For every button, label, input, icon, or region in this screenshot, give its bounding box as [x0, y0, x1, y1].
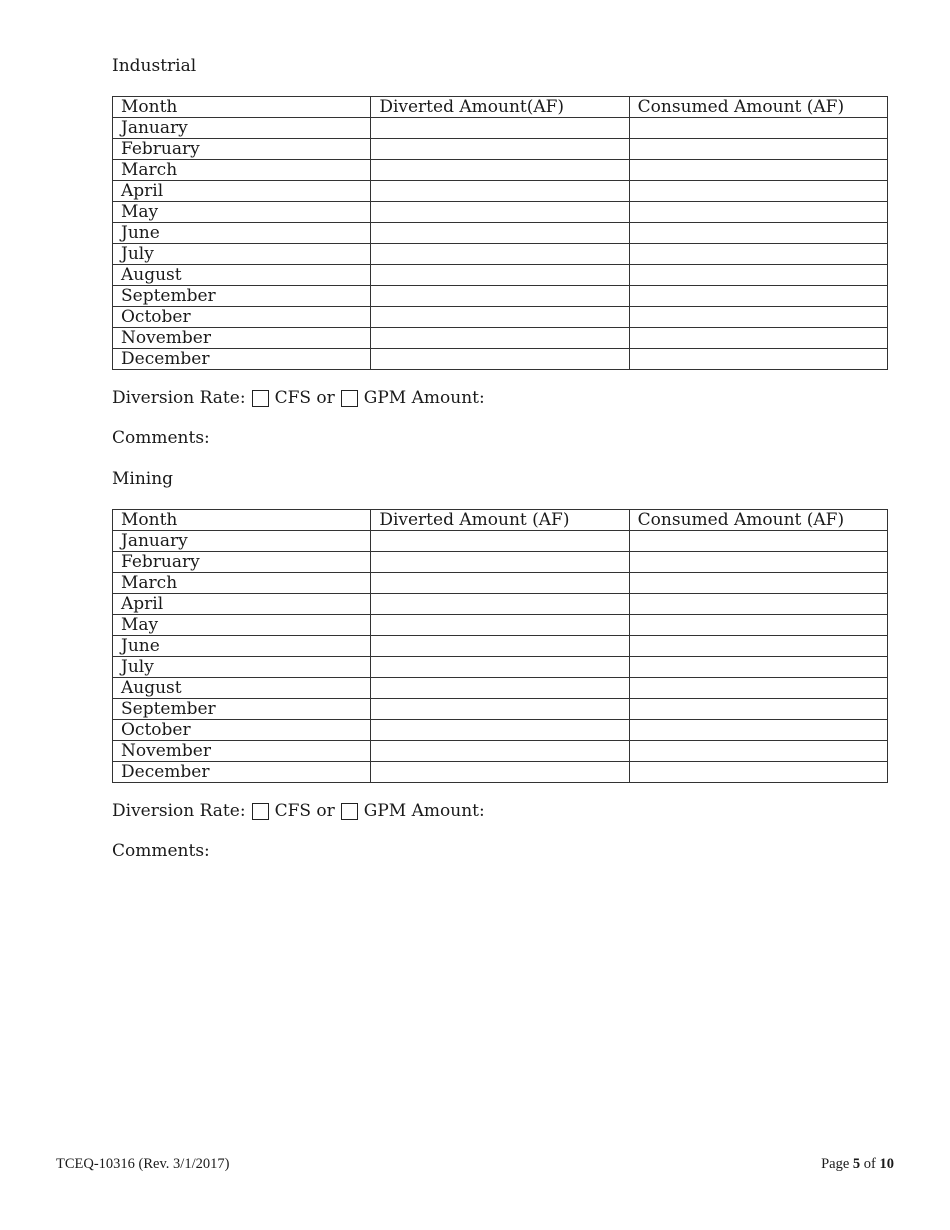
consumed-amount-cell[interactable]	[629, 741, 887, 762]
consumed-amount-cell[interactable]	[629, 244, 887, 265]
cfs-label: CFS or	[274, 801, 335, 821]
month-cell: May	[113, 615, 371, 636]
table-row	[113, 139, 888, 160]
consumed-amount-cell[interactable]	[629, 139, 887, 160]
month-cell: March	[113, 160, 371, 181]
diverted-amount-cell[interactable]	[371, 573, 629, 594]
diverted-amount-cell[interactable]	[371, 678, 629, 699]
diversion-rate-label: Diversion Rate:	[112, 801, 246, 821]
month-cell: October	[113, 720, 371, 741]
consumed-amount-cell[interactable]	[629, 265, 887, 286]
table-header-row	[113, 97, 888, 118]
mining-diversion-rate	[112, 801, 485, 821]
consumed-column-header: Consumed Amount (AF)	[629, 97, 887, 118]
consumed-amount-cell[interactable]	[629, 678, 887, 699]
table-row	[113, 307, 888, 328]
mining-section-title: Mining	[112, 469, 174, 489]
consumed-amount-cell[interactable]	[629, 636, 887, 657]
table-row	[113, 657, 888, 678]
page-current: 5	[852, 1156, 861, 1172]
consumed-amount-cell[interactable]	[629, 762, 887, 783]
table-row	[113, 160, 888, 181]
table-row	[113, 678, 888, 699]
table-row	[113, 636, 888, 657]
month-cell: August	[113, 265, 371, 286]
month-cell: October	[113, 307, 371, 328]
diverted-amount-cell[interactable]	[371, 223, 629, 244]
diverted-amount-cell[interactable]	[371, 615, 629, 636]
diverted-amount-cell[interactable]	[371, 118, 629, 139]
diverted-amount-cell[interactable]	[371, 160, 629, 181]
consumed-column-header: Consumed Amount (AF)	[629, 510, 887, 531]
diverted-amount-cell[interactable]	[371, 741, 629, 762]
page-prefix: Page	[821, 1156, 850, 1172]
diverted-column-header: Diverted Amount(AF)	[371, 97, 629, 118]
table-row	[113, 615, 888, 636]
table-row	[113, 594, 888, 615]
table-row	[113, 552, 888, 573]
month-cell: February	[113, 552, 371, 573]
table-row	[113, 181, 888, 202]
table-row	[113, 349, 888, 370]
month-cell: September	[113, 699, 371, 720]
month-cell: April	[113, 594, 371, 615]
table-row	[113, 223, 888, 244]
diverted-amount-cell[interactable]	[371, 328, 629, 349]
diverted-amount-cell[interactable]	[371, 139, 629, 160]
diverted-amount-cell[interactable]	[371, 202, 629, 223]
month-cell: April	[113, 181, 371, 202]
page-total: 10	[879, 1156, 894, 1172]
month-cell: December	[113, 762, 371, 783]
diverted-amount-cell[interactable]	[371, 307, 629, 328]
page-number	[821, 1156, 894, 1173]
table-row	[113, 286, 888, 307]
consumed-amount-cell[interactable]	[629, 573, 887, 594]
diverted-amount-cell[interactable]	[371, 552, 629, 573]
month-cell: February	[113, 139, 371, 160]
consumed-amount-cell[interactable]	[629, 160, 887, 181]
consumed-amount-cell[interactable]	[629, 328, 887, 349]
diverted-amount-cell[interactable]	[371, 720, 629, 741]
gpm-checkbox[interactable]	[341, 803, 358, 820]
industrial-comments-label: Comments:	[112, 428, 210, 448]
diverted-amount-cell[interactable]	[371, 181, 629, 202]
consumed-amount-cell[interactable]	[629, 307, 887, 328]
diverted-amount-cell[interactable]	[371, 286, 629, 307]
cfs-label: CFS or	[274, 388, 335, 408]
month-cell: December	[113, 349, 371, 370]
form-id: TCEQ-10316 (Rev. 3/1/2017)	[56, 1156, 230, 1172]
month-cell: March	[113, 573, 371, 594]
table-row	[113, 762, 888, 783]
consumed-amount-cell[interactable]	[629, 720, 887, 741]
consumed-amount-cell[interactable]	[629, 531, 887, 552]
table-row	[113, 699, 888, 720]
month-cell: July	[113, 244, 371, 265]
diverted-amount-cell[interactable]	[371, 531, 629, 552]
table-header-row	[113, 510, 888, 531]
consumed-amount-cell[interactable]	[629, 202, 887, 223]
month-cell: May	[113, 202, 371, 223]
diverted-amount-cell[interactable]	[371, 636, 629, 657]
consumed-amount-cell[interactable]	[629, 699, 887, 720]
consumed-amount-cell[interactable]	[629, 552, 887, 573]
month-cell: June	[113, 636, 371, 657]
month-cell: January	[113, 531, 371, 552]
diverted-amount-cell[interactable]	[371, 657, 629, 678]
gpm-amount-label: GPM Amount:	[363, 388, 485, 408]
mining-table-body	[113, 531, 888, 783]
page-of: of	[863, 1156, 876, 1172]
month-cell: September	[113, 286, 371, 307]
month-column-header: Month	[113, 97, 371, 118]
diverted-amount-cell[interactable]	[371, 265, 629, 286]
consumed-amount-cell[interactable]	[629, 657, 887, 678]
mining-usage-table	[112, 509, 888, 783]
table-row	[113, 202, 888, 223]
month-cell: January	[113, 118, 371, 139]
month-cell: November	[113, 741, 371, 762]
month-cell: June	[113, 223, 371, 244]
consumed-amount-cell[interactable]	[629, 594, 887, 615]
consumed-amount-cell[interactable]	[629, 615, 887, 636]
mining-comments-label: Comments:	[112, 841, 210, 861]
industrial-table-body	[113, 118, 888, 370]
gpm-amount-label: GPM Amount:	[363, 801, 485, 821]
consumed-amount-cell[interactable]	[629, 286, 887, 307]
month-cell: November	[113, 328, 371, 349]
table-row	[113, 328, 888, 349]
month-column-header: Month	[113, 510, 371, 531]
gpm-checkbox[interactable]	[341, 390, 358, 407]
table-row	[113, 531, 888, 552]
industrial-diversion-rate	[112, 388, 485, 408]
diverted-amount-cell[interactable]	[371, 349, 629, 370]
cfs-checkbox[interactable]	[252, 803, 269, 820]
consumed-amount-cell[interactable]	[629, 181, 887, 202]
table-row	[113, 265, 888, 286]
table-row	[113, 244, 888, 265]
diverted-amount-cell[interactable]	[371, 762, 629, 783]
consumed-amount-cell[interactable]	[629, 223, 887, 244]
month-cell: July	[113, 657, 371, 678]
table-row	[113, 118, 888, 139]
table-row	[113, 573, 888, 594]
diverted-amount-cell[interactable]	[371, 699, 629, 720]
table-row	[113, 720, 888, 741]
month-cell: August	[113, 678, 371, 699]
diversion-rate-label: Diversion Rate:	[112, 388, 246, 408]
diverted-amount-cell[interactable]	[371, 244, 629, 265]
consumed-amount-cell[interactable]	[629, 349, 887, 370]
diverted-amount-cell[interactable]	[371, 594, 629, 615]
consumed-amount-cell[interactable]	[629, 118, 887, 139]
cfs-checkbox[interactable]	[252, 390, 269, 407]
table-row	[113, 741, 888, 762]
diverted-column-header: Diverted Amount (AF)	[371, 510, 629, 531]
industrial-usage-table	[112, 96, 888, 370]
industrial-section-title: Industrial	[112, 56, 197, 76]
